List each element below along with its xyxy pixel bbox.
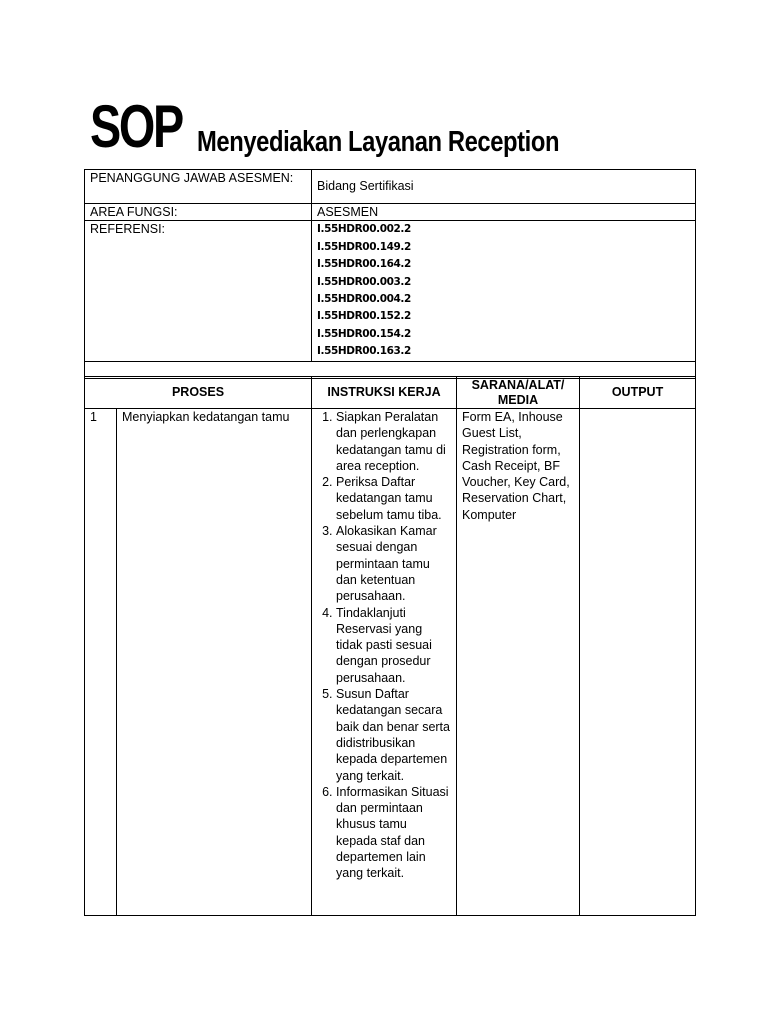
sop-heading: SOP	[90, 93, 182, 160]
sop-subtitle: Menyediakan Layanan Reception	[197, 126, 560, 158]
row-output	[580, 409, 696, 916]
sop-info-table	[84, 169, 696, 379]
instruksi-item: 4. Tindaklanjuti Reservasi yang tidak pasti sesuai dengan prosedur perusahaan.	[336, 605, 451, 686]
instruksi-item: 2. Periksa Daftar kedatangan tamu sebelum tamu tiba.	[336, 474, 451, 523]
header-sarana: SARANA/ALAT/ MEDIA	[457, 377, 580, 409]
instruksi-item: 3. Alokasikan Kamar sesuai dengan permintaan tamu dan ketentuan perusahaan.	[336, 523, 451, 604]
referensi-list	[312, 221, 696, 361]
penanggung-label: PENANGGUNG JAWAB ASESMEN:	[85, 170, 312, 204]
referensi-item: I.55HDR00.149.2	[317, 240, 411, 253]
referensi-item: I.55HDR00.003.2	[317, 275, 411, 288]
penanggung-value: Bidang Sertifikasi	[312, 170, 696, 204]
row-instruksi	[312, 409, 457, 916]
instruksi-item: 6. Informasikan Situasi dan permintaan khusus tamu kepada staf dan departemen lain yang terkait.	[336, 784, 451, 882]
instruksi-item: 1. Siapkan Peralatan dan perlengkapan kedatangan tamu di area reception.	[336, 409, 451, 474]
sop-process-table	[84, 376, 696, 916]
row-number: 1	[85, 409, 117, 916]
header-proses: PROSES	[85, 377, 312, 409]
process-header-row	[85, 377, 696, 409]
referensi-item: I.55HDR00.163.2	[317, 345, 411, 358]
referensi-label: REFERENSI:	[85, 221, 312, 361]
referensi-row	[85, 221, 696, 361]
instruksi-item: 5. Susun Daftar kedatangan secara baik dan benar serta didistribusikan kepada departemen yang terkait.	[336, 686, 451, 784]
header-instruksi: INSTRUKSI KERJA	[312, 377, 457, 409]
table-row	[85, 409, 696, 916]
referensi-item: I.55HDR00.152.2	[317, 310, 411, 323]
instruksi-list	[317, 409, 451, 882]
header-output: OUTPUT	[580, 377, 696, 409]
referensi-item: I.55HDR00.154.2	[317, 327, 411, 340]
referensi-item: I.55HDR00.004.2	[317, 292, 411, 305]
referensi-item: I.55HDR00.164.2	[317, 258, 411, 271]
row-sarana: Form EA, Inhouse Guest List, Registration form, Cash Receipt, BF Voucher, Key Card, Reservation Chart, Komputer	[457, 409, 580, 916]
referensi-item: I.55HDR00.002.2	[317, 223, 411, 236]
row-proses: Menyiapkan kedatangan tamu	[117, 409, 312, 916]
area-row	[85, 204, 696, 221]
area-value: ASESMEN	[312, 204, 696, 221]
area-label: AREA FUNGSI:	[85, 204, 312, 221]
document-title	[90, 93, 560, 160]
penanggung-row	[85, 170, 696, 204]
